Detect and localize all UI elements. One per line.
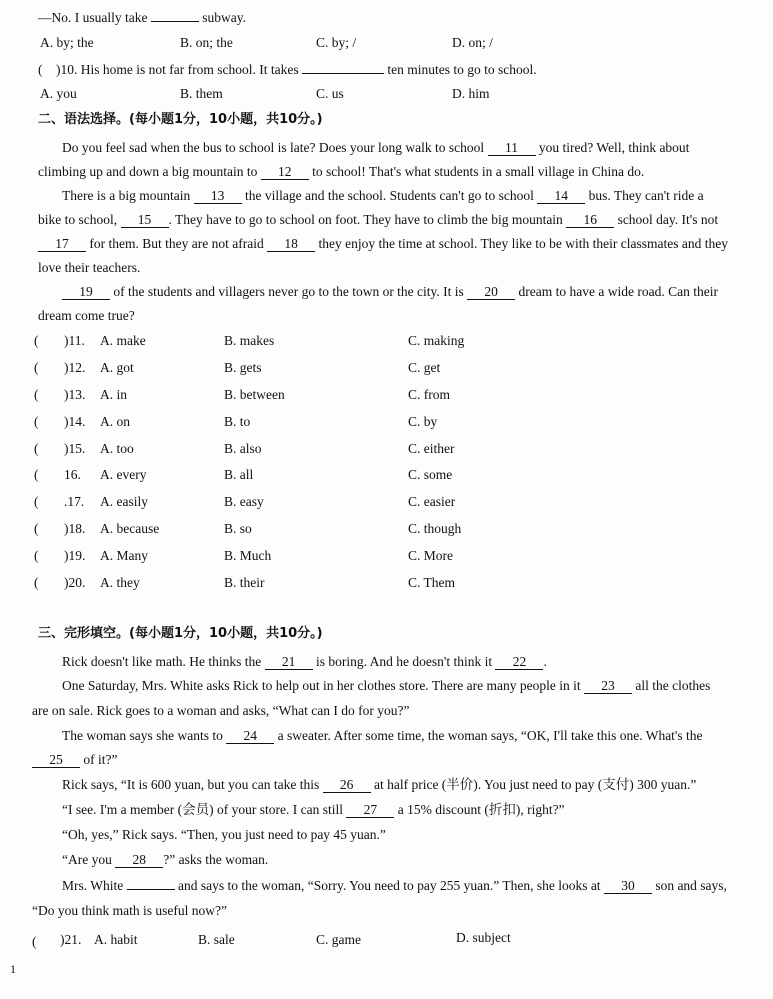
passage-line: There is a big mountain 13 the village and the school. Students can't go to school 14 bus. They can't ride a <box>62 188 704 203</box>
passage-line <box>62 827 386 843</box>
passage-line: Do you feel sad when the bus to school is late? Does your long walk to school 11 you tired? Well, think about <box>62 140 690 155</box>
passage-text: “Do you think math is useful now?” <box>32 903 227 918</box>
passage-text: son and says, <box>651 878 727 893</box>
question-option-c: C. from <box>408 387 450 402</box>
passage-text: The woman says she wants to <box>62 728 227 743</box>
passage-line <box>32 752 117 768</box>
question-option-b: B. to <box>224 414 251 429</box>
q9-option-b: B. on; the <box>180 35 233 50</box>
question-option-a: A. make <box>100 333 146 348</box>
passage-text: ?” asks the woman. <box>163 852 269 867</box>
passage-text: is boring. And he doesn't think it <box>312 654 496 669</box>
passage-line <box>62 802 565 818</box>
question-option-b: B. also <box>224 441 262 456</box>
question-option-b: B. between <box>224 387 285 402</box>
answer-blank: 24 <box>226 729 274 744</box>
question-option-a: A. they <box>100 575 140 590</box>
question-paren: ( <box>34 387 39 402</box>
passage-text: of it?” <box>80 752 118 767</box>
question-paren: ( <box>34 467 39 482</box>
passage-text: at half price (半价). You just need to pay (支付) 300 yuan.” <box>370 777 697 792</box>
passage-text: One Saturday, Mrs. White asks Rick to help out in her clothes store. There are many people in it <box>62 678 584 693</box>
q9-option-d: D. on; / <box>452 35 493 50</box>
passage-line: climbing up and down a big mountain to 12 to school! That's what students in a small village in China do. <box>38 164 645 179</box>
page-edge-mark: 1 <box>10 962 16 976</box>
q21-option-c: C. game <box>316 932 361 947</box>
answer-blank: 12 <box>261 165 309 180</box>
answer-blank <box>151 21 199 22</box>
passage-text: a sweater. After some time, the woman says, “OK, I'll take this one. What's the <box>274 728 703 743</box>
answer-blank: 22 <box>495 655 543 670</box>
q21-number: )21. <box>60 932 82 947</box>
question-number: )11. <box>64 333 85 348</box>
question-option-c: C. More <box>408 548 453 563</box>
passage-text: are on sale. Rick goes to a woman and asks, “What can I do for you?” <box>32 703 410 718</box>
question-option-b: B. so <box>224 521 252 536</box>
passage-line: dream come true? <box>38 308 135 323</box>
passage-line: 17 for them. But they are not afraid 18 they enjoy the time at school. They like to be with their classmates and they <box>38 236 728 252</box>
question-number: .17. <box>64 494 85 509</box>
passage-line <box>62 728 703 744</box>
answer-blank: 15 <box>121 213 169 228</box>
q9-option-a: A. by; the <box>40 35 94 50</box>
question-number: )15. <box>64 441 86 456</box>
question-option-b: B. Much <box>224 548 272 563</box>
section-2-heading: 二、语法选择。(每小题1分，10小题，共10分。) <box>38 112 323 127</box>
answer-blank: 27 <box>346 803 394 818</box>
question-paren: ( <box>34 548 39 563</box>
question-number: )13. <box>64 387 86 402</box>
question-option-a: A. every <box>100 467 147 482</box>
question-option-c: C. Them <box>408 575 455 590</box>
question-option-b: B. easy <box>224 494 264 509</box>
question-paren: ( <box>34 414 39 429</box>
question-option-b: B. makes <box>224 333 275 348</box>
q10-option-b: B. them <box>180 86 223 101</box>
question-option-a: A. got <box>100 360 134 375</box>
q10-option-d: D. him <box>452 86 490 101</box>
passage-line <box>62 852 268 868</box>
q21-paren: ( <box>32 934 37 949</box>
passage-text: “I see. I'm a member (会员) of your store. I can still <box>62 802 347 817</box>
passage-line <box>62 654 547 670</box>
q21-option-a: A. habit <box>94 932 138 947</box>
question-option-a: A. too <box>100 441 134 456</box>
answer-blank: 14 <box>537 189 585 204</box>
answer-blank: 19 <box>62 285 110 300</box>
passage-text: “Are you <box>62 852 116 867</box>
q21-option-d: D. subject <box>456 930 511 945</box>
question-paren: ( <box>34 575 39 590</box>
question-paren: ( <box>34 441 39 456</box>
passage-line: bike to school, 15 . They have to go to school on foot. They have to climb the big mountain 16 school day. It's not <box>38 212 719 227</box>
q10-option-c: C. us <box>316 86 344 101</box>
question-option-b: B. their <box>224 575 265 590</box>
question-option-c: C. making <box>408 333 465 348</box>
question-paren: ( <box>34 333 39 348</box>
question-option-c: C. either <box>408 441 455 456</box>
answer-blank: 21 <box>265 655 313 670</box>
answer-blank <box>127 889 175 890</box>
passage-text: “Oh, yes,” Rick says. “Then, you just need to pay 45 yuan.” <box>62 827 386 842</box>
answer-blank: 13 <box>194 189 242 204</box>
question-option-c: C. some <box>408 467 453 482</box>
question-option-b: B. gets <box>224 360 262 375</box>
question-option-a: A. easily <box>100 494 148 509</box>
passage-line: love their teachers. <box>38 260 141 275</box>
question-number: )12. <box>64 360 86 375</box>
answer-blank: 11 <box>488 141 536 156</box>
passage-line <box>62 878 727 894</box>
passage-text: Rick doesn't like math. He thinks the <box>62 654 265 669</box>
passage-line <box>62 777 696 793</box>
answer-blank: 17 <box>38 237 86 252</box>
question-number: 16. <box>64 467 81 482</box>
question-option-b: B. all <box>224 467 254 482</box>
passage-line: 19 of the students and villagers never go to the town or the city. It is 20 dream to have a wide road. Can their <box>62 284 718 300</box>
question-paren: ( <box>34 494 39 509</box>
question-option-c: C. by <box>408 414 438 429</box>
question-number: )18. <box>64 521 86 536</box>
question-option-a: A. because <box>100 521 160 536</box>
passage-line <box>32 903 227 919</box>
question-option-a: A. Many <box>100 548 148 563</box>
answer-blank: 28 <box>115 853 163 868</box>
passage-text: and says to the woman, “Sorry. You need to pay 255 yuan.” Then, she looks at <box>174 878 604 893</box>
answer-blank: 26 <box>323 778 371 793</box>
passage-text: all the clothes <box>632 678 711 693</box>
question-number: )19. <box>64 548 86 563</box>
question-paren: ( <box>34 521 39 536</box>
answer-blank: 16 <box>566 213 614 228</box>
q9-option-c: C. by; / <box>316 35 357 50</box>
question-number: )14. <box>64 414 86 429</box>
section-3-heading: 三、完形填空。(每小题1分，10小题，共10分。) <box>38 626 323 641</box>
question-10: ( )10. His home is not far from school. It takes ten minutes to go to school. <box>38 62 537 77</box>
answer-blank: 18 <box>267 237 315 252</box>
question-option-c: C. get <box>408 360 441 375</box>
question-option-c: C. easier <box>408 494 456 509</box>
passage-text: . <box>543 654 547 669</box>
passage-text: Mrs. White <box>62 878 127 893</box>
question-option-a: A. on <box>100 414 130 429</box>
q21-option-b: B. sale <box>198 932 235 947</box>
answer-blank: 30 <box>604 879 652 894</box>
passage-text: Rick says, “It is 600 yuan, but you can take this <box>62 777 323 792</box>
passage-line <box>32 703 410 719</box>
passage-line <box>62 678 710 694</box>
answer-blank <box>302 73 384 74</box>
answer-blank: 20 <box>467 285 515 300</box>
q10-option-a: A. you <box>40 86 77 101</box>
question-option-a: A. in <box>100 387 127 402</box>
question-number: )20. <box>64 575 86 590</box>
question-option-c: C. though <box>408 521 462 536</box>
answer-blank: 25 <box>32 753 80 768</box>
line-subway: —No. I usually take subway. <box>38 10 246 25</box>
question-paren: ( <box>34 360 39 375</box>
passage-text: a 15% discount (折扣), right?” <box>394 802 565 817</box>
answer-blank: 23 <box>584 679 632 694</box>
